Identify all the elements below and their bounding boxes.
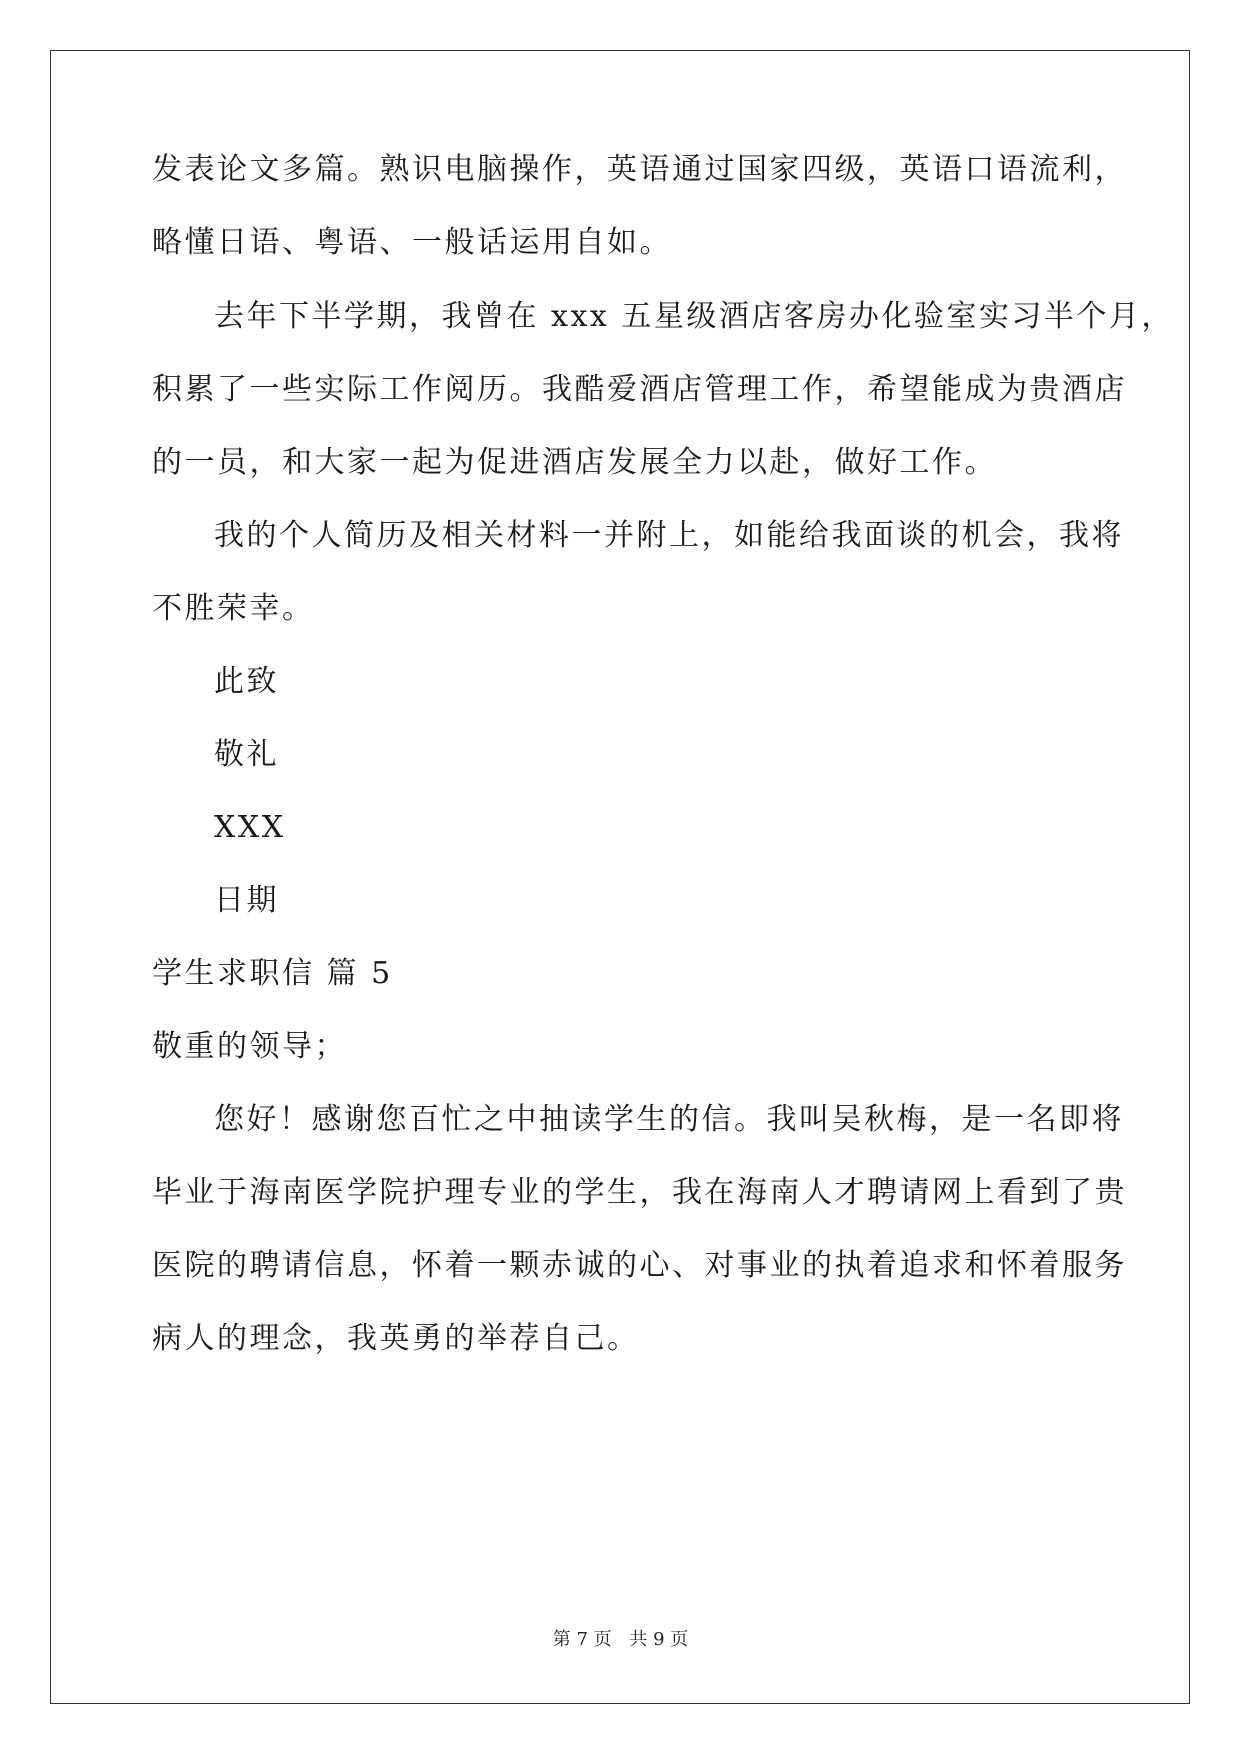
body-text-line: 去年下半学期，我曾在 xxx 五星级酒店客房办化验室实习半个月， (214, 299, 1174, 334)
page-total: 共 9 页 (629, 1629, 689, 1650)
body-text-line: 我的个人简历及相关材料一并附上，如能给我面谈的机会，我将 (214, 518, 1124, 553)
body-text-line: 发表论文多篇。熟识电脑操作，英语通过国家四级，英语口语流利， (152, 152, 1127, 187)
body-text-line: 病人的理念，我英勇的举荐自己。 (152, 1321, 640, 1356)
body-text-line: 的一员，和大家一起为促进酒店发展全力以赴，做好工作。 (152, 445, 997, 480)
body-text-line: 略懂日语、粤语、一般话运用自如。 (152, 225, 672, 260)
signature-date: 日期 (214, 883, 279, 918)
body-text-line: 毕业于海南医学院护理专业的学生，我在海南人才聘请网上看到了贵 (152, 1175, 1127, 1210)
closing-salutation: 此致 (214, 664, 279, 699)
body-text-line: 医院的聘请信息，怀着一颗赤诚的心、对事业的执着追求和怀着服务 (152, 1248, 1127, 1283)
signature-name: XXX (214, 810, 286, 845)
letter-greeting: 敬重的领导； (152, 1029, 347, 1064)
body-text-line: 您好！感谢您百忙之中抽读学生的信。我叫吴秋梅，是一名即将 (214, 1102, 1124, 1137)
page-number: 第 7 页 (552, 1629, 612, 1650)
body-text-line: 积累了一些实际工作阅历。我酷爱酒店管理工作，希望能成为贵酒店 (152, 372, 1127, 407)
page-footer (0, 1628, 1241, 1652)
section-heading: 学生求职信 篇 5 (152, 956, 393, 991)
closing-regards: 敬礼 (214, 737, 279, 772)
body-text-line: 不胜荣幸。 (152, 591, 315, 626)
